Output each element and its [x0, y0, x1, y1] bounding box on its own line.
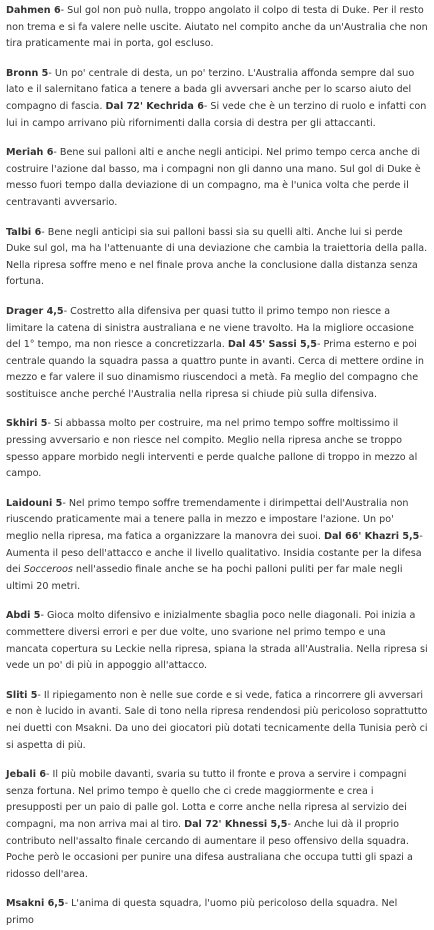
player-rating-jebali: [6, 767, 428, 883]
substitute-name: Dal 66' Khazri 5,5: [323, 531, 420, 543]
rating-text: - Un po' centrale di desta, un po' terzino. L'Australia affonda sempre dal suo lato e il salernitano fatica a tenere a bada gli avversari anche per lo scarso aiuto del compagno di fascia.: [6, 67, 415, 112]
player-rating-abdi: [6, 608, 428, 674]
rating-text: - Costretto alla difensiva per quasi tutto il primo tempo non riesce a limitare la catena di sinistra australiana e ne viene travolto. Ha la migliore occasione del 1° tempo, ma non riesce a concretizzarla.: [6, 305, 414, 351]
player-name: Talbi 6: [6, 226, 42, 238]
substitute-name: Dal 45' Sassi 5,5: [227, 339, 317, 351]
rating-text: - Sul gol non può nulla, troppo angolato il colpo di testa di Duke. Per il resto non trema e si fa valere nelle uscite. Aiutato nel compito anche da un'Australia che non tira praticamente mai in porta, gol escluso.: [6, 5, 428, 50]
rating-text: - Bene sui palloni alti e anche negli anticipi. Nel primo tempo cerca anche di costruire l'azione dal basso, ma i compagni non gli danno una mano. Sul gol di Duke è messo fuori tempo dalla deviazione di un compagno, ma è l'unica volta che perde il centravanti avversario.: [6, 147, 421, 208]
substitute-name: Dal 72' Khnessi 5,5: [184, 818, 288, 830]
player-name: Bronn 5: [6, 67, 49, 79]
rating-text: - Il più mobile davanti, svaria su tutto il fronte e prova a servire i compagni senza fortuna. Nel primo tempo è quello che ci crede maggiormente e crea i presupposti per un paio di palle gol. Lotta e corre anche nella ripresa al servizio dei compagni, ma non arriva mai al tiro.: [6, 769, 407, 830]
player-name: Skhiri 5: [6, 418, 48, 430]
rating-text: - Il ripiegamento non è nelle sue corde e si vede, fatica a rincorrere gli avversari e non è lucido in avanti. Sale di tono nella ripresa rendendosi più pericoloso soprattutto nei duetti con Msakni. Da uno dei giocatori più dotati tecnicamente della Tunisia però ci si aspetta di più.: [6, 689, 428, 751]
player-name: Jebali 6: [6, 769, 47, 781]
player-name: Laidouni 5: [6, 497, 63, 509]
player-name: Msakni 6,5: [6, 898, 65, 910]
substitute-text: - Aumenta il peso dell'attacco e anche il livello qualitativo. Insidia costante per la difesa dei: [6, 531, 423, 576]
player-name: Sliti 5: [6, 689, 38, 701]
rating-text: - Gioca molto difensivo e inizialmente sbaglia poco nelle diagonali. Poi inizia a commettere diversi errori e per due volte, uno svarione nel primo tempo e una mancata copertura su Leckie nella ripresa, spiana la strada all'Australia. Nella ripresa si vede un po' di più in appoggio all'attacco.: [6, 610, 428, 672]
rating-text: - Bene negli anticipi sia sui palloni bassi sia su quelli alti. Anche lui si perde Duke sul gol, ma ha l'attenuante di una deviazione che cambia la traiettoria della palla. Nella ripresa soffre meno e nel finale prova anche la conclusione dalla distanza senza fortuna.: [6, 226, 428, 288]
substitute-name: Dal 72' Kechrida 6: [105, 100, 204, 112]
player-rating-talbi: [6, 225, 428, 291]
player-rating-bronn: [6, 66, 428, 132]
substitute-text: - Si vede che è un terzino di ruolo e infatti con lui in campo arrivano più rifornimenti dalla corsia di destra per gli attaccanti.: [6, 100, 427, 129]
substitute-text-end: nell'assedio finale anche se ha pochi palloni puliti per far male negli ultimi 20 metri.: [6, 564, 403, 592]
player-rating-meriah: [6, 145, 428, 211]
rating-text: - Si abbassa molto per costruire, ma nel primo tempo soffre moltissimo il pressing avversario e non riesce nel compito. Meglio nella ripresa anche se troppo spesso appare morbido negli interventi e perde qualche pallone di troppo in mezzo al campo.: [6, 418, 418, 480]
player-rating-dahmen: [6, 3, 428, 53]
player-name: Drager 4,5: [6, 305, 64, 317]
team-nickname: Socceroos: [23, 564, 73, 576]
player-name: Dahmen 6: [6, 5, 61, 16]
player-name: Meriah 6: [6, 147, 54, 159]
substitute-text: - Anche lui dà il proprio contributo nell'assalto finale cercando di aumentare il peso offensivo della squadra. Poche però le occasioni per punire una difesa australiana che occupa tutti gli spazi a ridosso dell'area.: [6, 818, 413, 880]
rating-text: - L'anima di questa squadra, l'uomo più pericoloso della squadra. Nel primo: [6, 898, 398, 926]
player-rating-msakni: [6, 896, 428, 929]
player-name: Abdi 5: [6, 610, 41, 622]
substitute-text: - Prima esterno e poi centrale quando la squadra passa a quattro punte in avanti. Cerca di mettere ordine in mezzo e far valere il suo dinamismo riuscendoci a metà. Fa meglio del compagno che sostituisce anche perché l'Australia nella ripresa si chiude più sulla difensiva.: [6, 339, 424, 400]
player-rating-skhiri: [6, 416, 428, 482]
player-rating-drager: [6, 304, 428, 404]
rating-text: - Nel primo tempo soffre tremendamente i dirimpettai dell'Australia non riuscendo praticamente mai a tenere palla in mezzo e impostare l'azione. Un po' meglio nella ripresa, ma fatica a organizzare la manovra dei suoi.: [6, 497, 409, 543]
player-rating-sliti: [6, 688, 428, 754]
player-rating-laidouni: [6, 496, 428, 596]
